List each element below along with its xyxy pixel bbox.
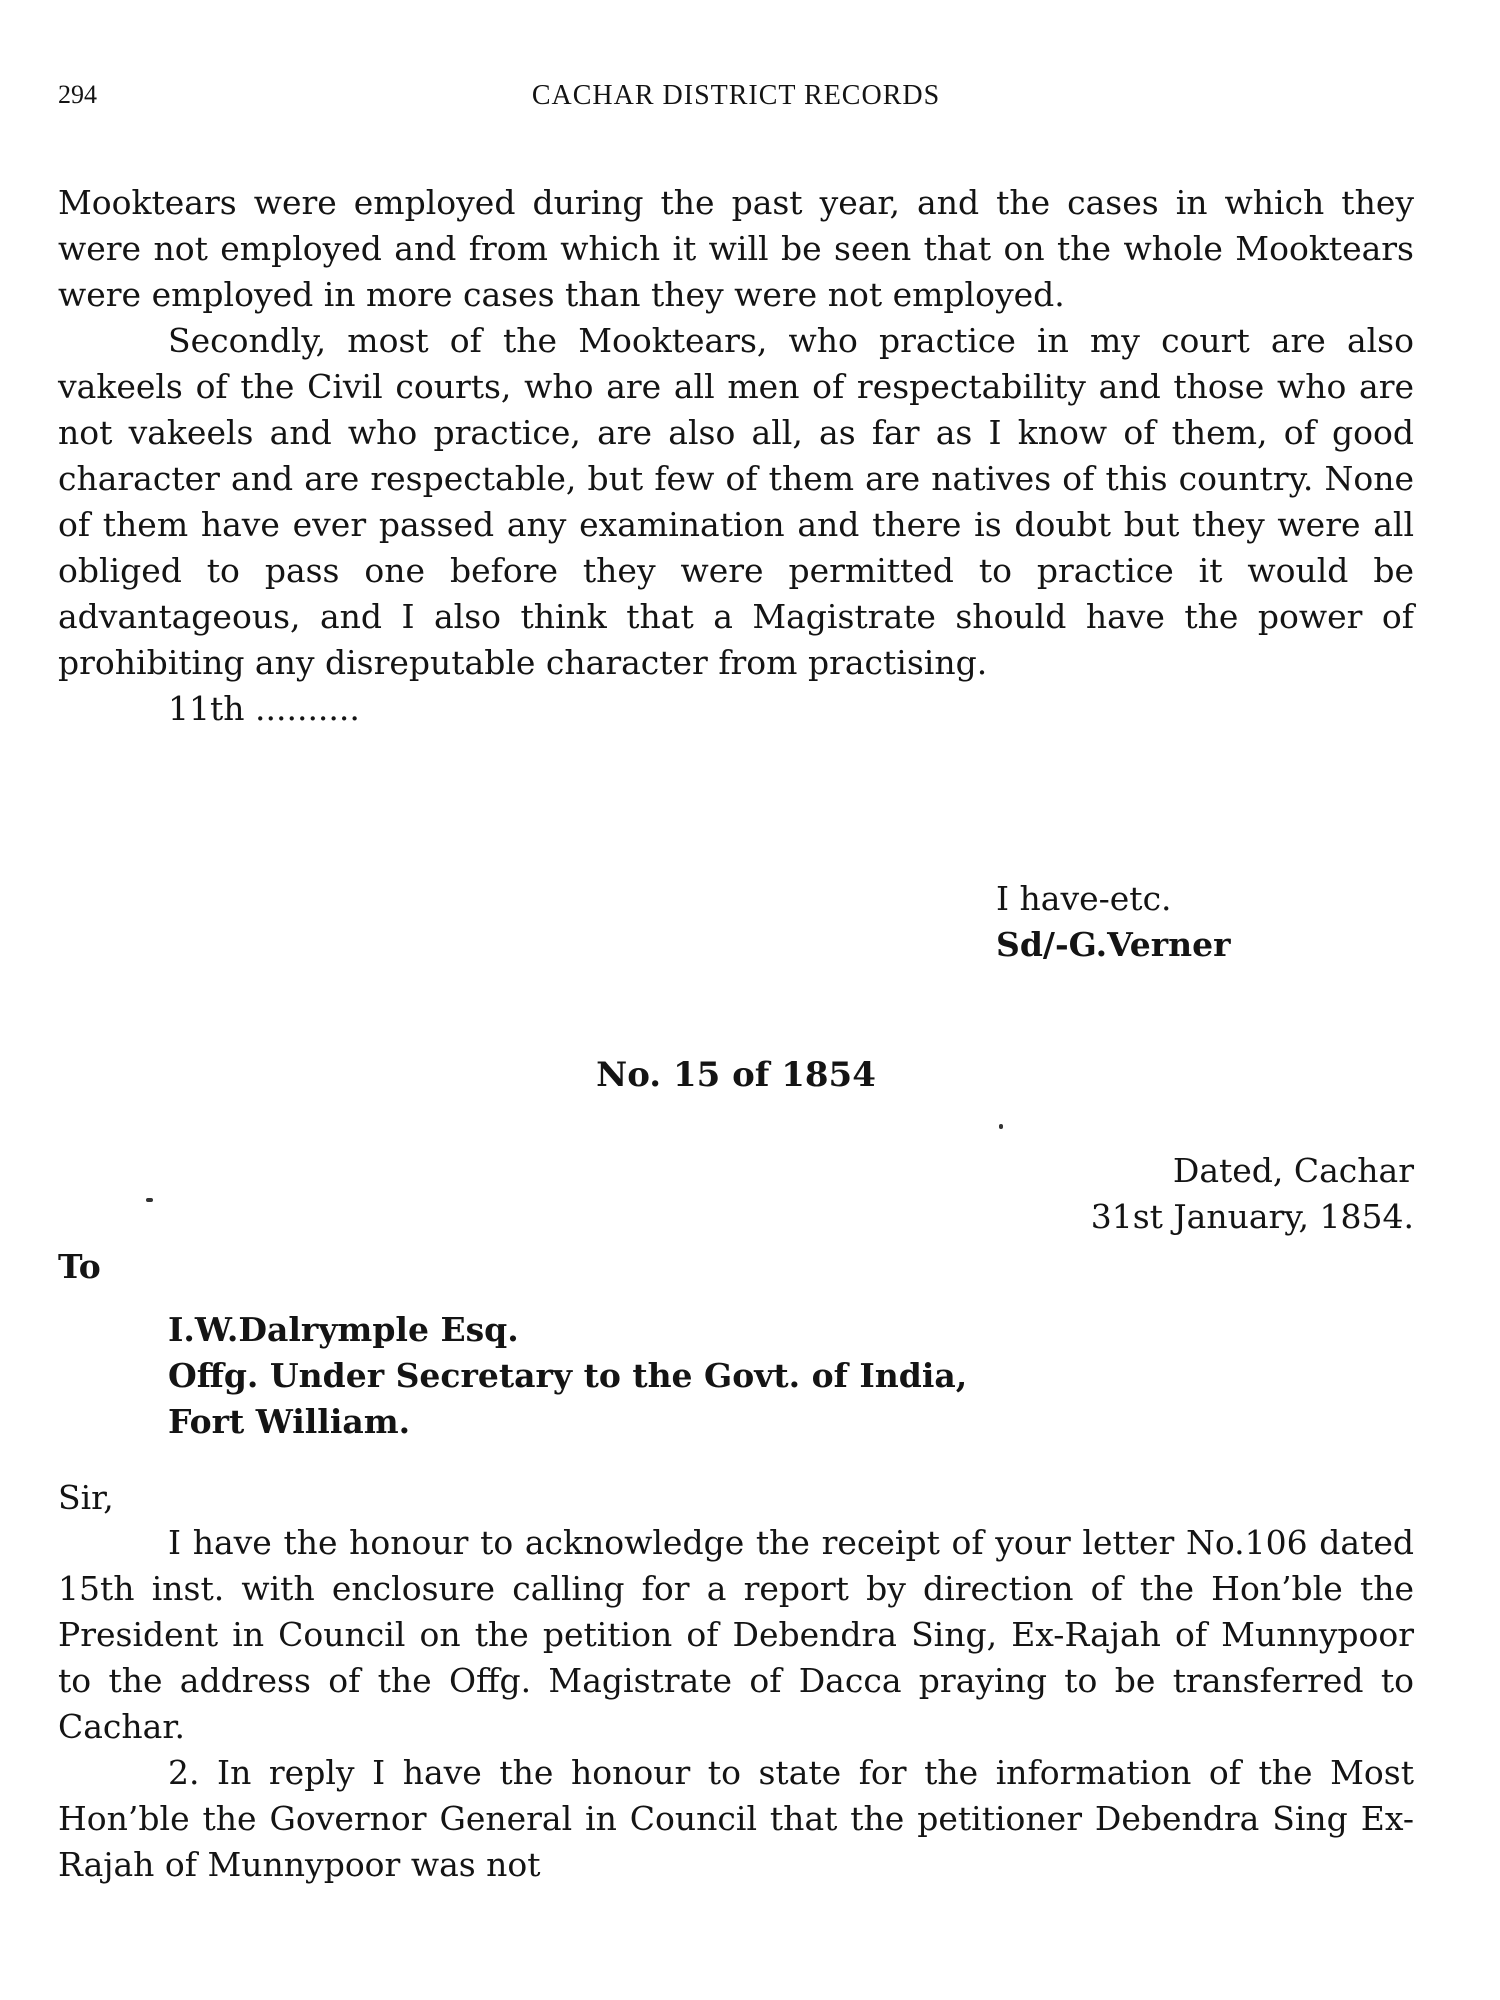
addressee-name: I.W.Dalrymple Esq. — [168, 1310, 519, 1349]
dateline-block — [1091, 1148, 1414, 1240]
signature: Sd/-G.Verner — [996, 925, 1231, 964]
running-head — [58, 80, 1414, 120]
letter-number-heading: No. 15 of 1854 — [596, 1055, 876, 1095]
page-number: 294 — [58, 80, 97, 109]
addressee-location: Fort William. — [168, 1402, 411, 1441]
closing-phrase: I have-etc. — [996, 879, 1172, 918]
paragraph-acknowledgement: I have the honour to acknowledge the receipt of your letter No.106 dated 15th inst. with enclosure calling for a report by direction of the Hon’ble the President in Council on the petition of Debendra Sing, Ex-Rajah of Munnypoor to the address of the Offg. Magistrate of Dacca praying to be transferred to Cachar. — [58, 1523, 1414, 1746]
dated-date: 31st January, 1854. — [1090, 1197, 1414, 1236]
addressee-block — [168, 1307, 967, 1445]
closing-block — [996, 876, 1230, 968]
salutation: Sir, — [58, 1478, 114, 1517]
scan-speck — [146, 1198, 153, 1202]
paragraph-reply: 2. In reply I have the honour to state for the information of the Most Hon’ble the Governor General in Council that the petitioner Debendra Sing Ex-Rajah of Munnypoor was not — [58, 1753, 1414, 1884]
paragraph-continuation: Mooktears were employed during the past year, and the cases in which they were not employed and from which it will be seen that on the whole Mooktears were employed in more cases than they were not employed. — [58, 183, 1414, 314]
document-page — [58, 0, 1414, 2000]
addressee-title: Offg. Under Secretary to the Govt. of India, — [168, 1356, 968, 1395]
letter-body — [58, 1520, 1414, 1888]
paragraph-secondly: Secondly, most of the Mooktears, who practice in my court are also vakeels of the Civil courts, who are all men of respectability and those who are not vakeels and who practice, are also all, as far as I know of them, of good character and are respectable, but few of them are natives of this country. None of them have ever passed any examination and there is doubt but they were all obliged to pass one before they were permitted to practice it would be advantageous, and I also think that a Magistrate should have the power of prohibiting any disreputable character from practising. — [58, 321, 1414, 682]
previous-letter-body — [58, 180, 1414, 732]
dated-place: Dated, Cachar — [1172, 1151, 1414, 1190]
to-label: To — [58, 1247, 101, 1286]
date-line: 11th .......... — [168, 689, 360, 728]
book-title: CACHAR DISTRICT RECORDS — [531, 80, 941, 111]
scan-speck — [999, 1124, 1003, 1129]
